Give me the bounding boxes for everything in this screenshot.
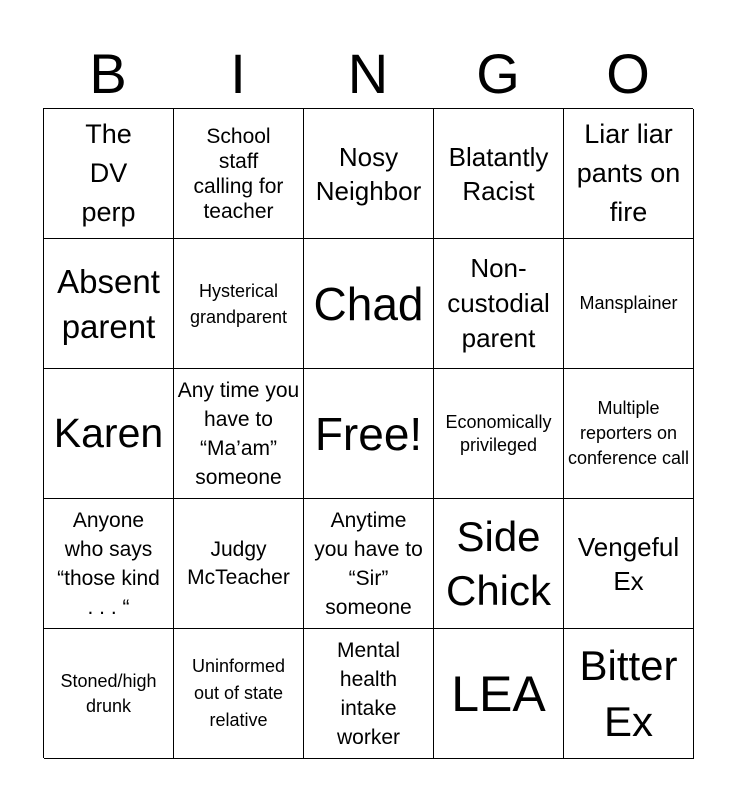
bingo-cell-o5[interactable] (564, 629, 694, 759)
cell-label: Stoned/high drunk (60, 670, 157, 716)
cell-label: Anytime you have to “Sir” someone (314, 508, 423, 619)
bingo-cell-n2[interactable] (304, 239, 434, 369)
bingo-cell-g3[interactable] (434, 369, 564, 499)
bingo-cell-i5[interactable] (174, 629, 304, 759)
bingo-cell-g4[interactable] (434, 499, 564, 629)
cell-label: Chad (313, 277, 424, 330)
bingo-cell-i1[interactable] (174, 109, 304, 239)
bingo-cell-o2[interactable] (564, 239, 694, 369)
cell-label: Non-custodial parent (447, 253, 550, 353)
cell-label: LEA (451, 665, 546, 722)
cell-label: Vengeful Ex (577, 531, 680, 596)
bingo-cell-n3[interactable] (304, 369, 434, 499)
bingo-cell-b5[interactable] (44, 629, 174, 759)
bingo-cell-b4[interactable] (44, 499, 174, 629)
cell-label: Absent parent (57, 262, 160, 345)
cell-label: Any time you have to “Ma’am” someone (177, 378, 300, 489)
cell-label: Mansplainer (579, 293, 678, 313)
bingo-cell-b2[interactable] (44, 239, 174, 369)
cell-label: Blatantly Racist (448, 141, 549, 206)
cell-label: Economically privileged (445, 411, 552, 455)
header-letter-n: N (347, 42, 389, 105)
bingo-cell-b3[interactable] (44, 369, 174, 499)
cell-label: Mental health intake worker (336, 638, 401, 749)
bingo-cell-g2[interactable] (434, 239, 564, 369)
cell-label: School staff calling for teacher (193, 124, 284, 223)
bingo-cell-g5[interactable] (434, 629, 564, 759)
bingo-cell-i4[interactable] (174, 499, 304, 629)
bingo-cell-o4[interactable] (564, 499, 694, 629)
header-letter-o: O (606, 42, 650, 105)
cell-label: Karen (53, 410, 164, 456)
cell-label: Side Chick (445, 512, 552, 614)
header-letter-g: G (476, 42, 520, 105)
header-letter-b: B (89, 42, 127, 105)
bingo-cell-o1[interactable] (564, 109, 694, 239)
bingo-cell-n4[interactable] (304, 499, 434, 629)
cell-label: Liar liar pants on fire (576, 119, 681, 227)
cell-label: Nosy Neighbor (315, 141, 422, 206)
cell-label: Hysterical grandparent (189, 280, 288, 327)
cell-label: The DV perp (81, 119, 136, 227)
bingo-cell-b1[interactable] (44, 109, 174, 239)
header-letter-i: I (230, 42, 246, 105)
bingo-cell-n5[interactable] (304, 629, 434, 759)
bingo-cell-o3[interactable] (564, 369, 694, 499)
bingo-cell-i2[interactable] (174, 239, 304, 369)
cell-label: Judgy McTeacher (187, 537, 290, 589)
cell-label: Anyone who says “those kind . . . “ (57, 508, 160, 619)
bingo-board (43, 108, 693, 758)
bingo-cell-g1[interactable] (434, 109, 564, 239)
bingo-cell-i3[interactable] (174, 369, 304, 499)
bingo-header (43, 40, 693, 108)
cell-label: Uninformed out of state relative (191, 656, 286, 730)
cell-label: Bitter Ex (579, 641, 678, 745)
bingo-cell-n1[interactable] (304, 109, 434, 239)
cell-label: Multiple reporters on conference call (567, 398, 690, 468)
cell-label: Free! (314, 407, 423, 460)
